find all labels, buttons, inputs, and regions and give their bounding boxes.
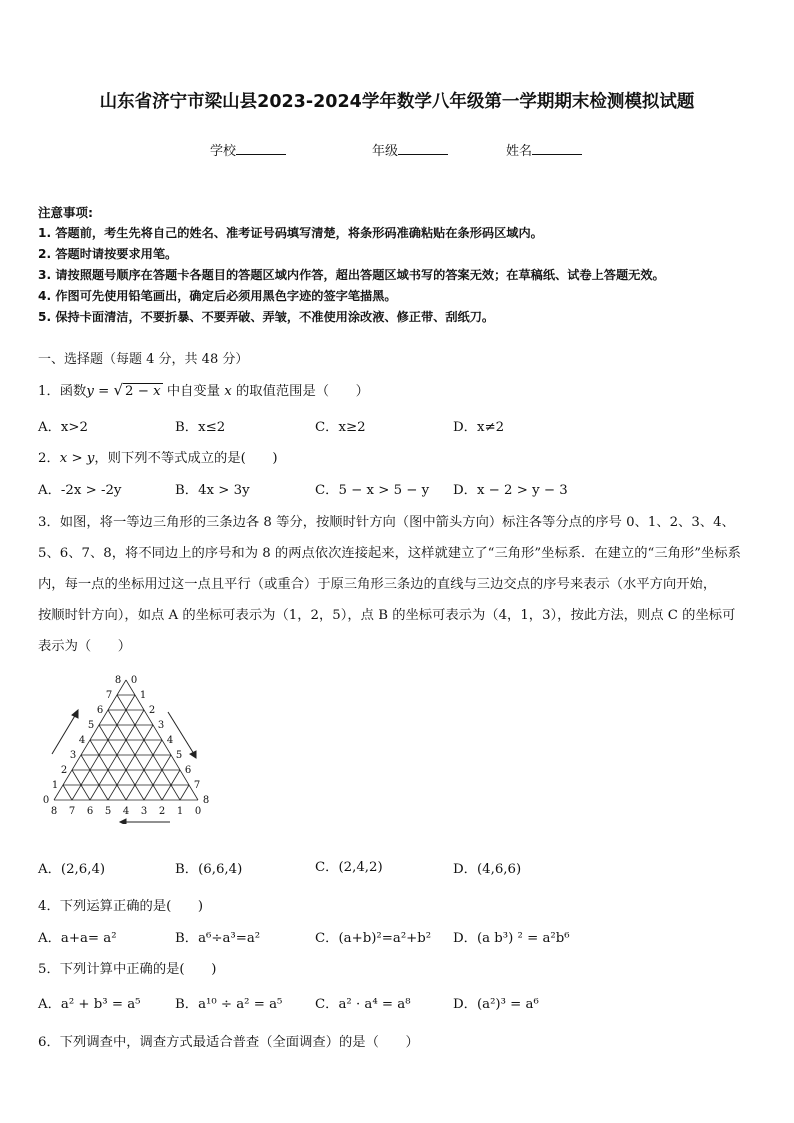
q5-option-c[interactable]: C．a² · a⁴ = a⁸ [315, 997, 411, 1012]
figure-tick-label: 3 [157, 720, 165, 731]
figure-tick-label: 7 [68, 806, 76, 817]
figure-tick-label: 4 [122, 806, 130, 817]
grid-line [69, 695, 135, 800]
note-item: 4. 作图可先使用铅笔画出，确定后必须用黑色字迹的签字笔描黑。 [38, 289, 397, 303]
figure-tick-label: 6 [86, 806, 94, 817]
q1-option-b[interactable]: B．x≤2 [175, 420, 226, 435]
grade-label: 年级 [372, 144, 399, 159]
figure-tick-label: 6 [184, 765, 192, 776]
school-field [210, 140, 286, 159]
q3-line-2: 5、6、7、8，将不同边上的序号和为 8 的两点依次连接起来，这样就建立了“三角形”坐标系．在建立的“三角形”坐标系 [38, 546, 741, 561]
figure-tick-label: 1 [51, 780, 59, 791]
q1-stem-end: 的取值范围是（ ） [236, 384, 369, 399]
figure-tick-label: 0 [42, 795, 50, 806]
q3-option-b[interactable]: B．(6,6,4) [175, 862, 243, 877]
note-item: 3. 请按照题号顺序在答题卡各题目的答题区域内作答，超出答题区域书写的答案无效；在草稿纸、试卷上答题无效。 [38, 268, 665, 282]
arrow-right-head-icon [190, 751, 196, 758]
question-5-stem: 5．下列计算中正确的是( ) [38, 962, 217, 977]
figure-tick-label: 4 [166, 735, 174, 746]
name-label: 姓名 [506, 144, 533, 159]
figure-tick-label: 2 [148, 705, 156, 716]
q3-option-d[interactable]: D．(4,6,6) [453, 862, 522, 877]
q2-num: 2． [38, 451, 60, 466]
question-6-stem: 6．下列调查中，调查方式最适合普查（全面调查）的是（ ） [38, 1035, 419, 1050]
q1-option-a[interactable]: A．x>2 [38, 420, 88, 435]
figure-tick-label: 8 [114, 675, 122, 686]
figure-tick-label: 3 [140, 806, 148, 817]
figure-tick-label: 2 [60, 765, 68, 776]
grade-blank [398, 144, 448, 155]
figure-tick-label: 6 [96, 705, 104, 716]
q1-option-c[interactable]: C．x≥2 [315, 420, 366, 435]
grid-line [63, 785, 72, 800]
q3-option-c[interactable]: C．(2,4,2) [315, 860, 383, 875]
q3-line-4: 按顺时针方向），如点 A 的坐标可表示为（1，2，5），点 B 的坐标可表示为（4，1，3），按此方法，则点 C 的坐标可 [38, 608, 736, 623]
page-title: 山东省济宁市梁山县2023-2024学年数学八年级第一学期期末检测模拟试题 [99, 92, 695, 112]
q5-option-a[interactable]: A．a² + b³ = a⁵ [38, 997, 141, 1012]
arrow-left-head-icon [72, 710, 78, 718]
question-1-stem: 1．函数y = √ 2 − x 中自变量 x 的取值范围是（ ） [38, 381, 369, 399]
name-blank [532, 144, 582, 155]
arrow-bottom-head-icon [120, 819, 126, 824]
figure-tick-label: 5 [87, 720, 95, 731]
note-item: 5. 保持卡面清洁，不要折暴、不要弄破、弄皱，不准使用涂改液、修正带、刮纸刀。 [38, 310, 495, 324]
figure-tick-label: 0 [130, 675, 138, 686]
q3-line-3: 内，每一点的坐标用过这一点且平行（或重合）于原三角形三条边的直线与三边交点的序号来表示（水平方向开始， [38, 577, 717, 592]
grade-field [372, 140, 448, 159]
figure-tick-label: 5 [175, 750, 183, 761]
note-item: 2. 答题时请按要求用笔。 [38, 247, 178, 261]
figure-tick-label: 7 [105, 690, 113, 701]
figure-tick-label: 0 [194, 806, 202, 817]
name-field [506, 140, 582, 159]
figure-tick-label: 1 [139, 690, 147, 701]
q3-line-1: 3．如图，将一等边三角形的三条边各 8 等分，按顺时针方向（图中箭头方向）标注各等分点的序号 0、1、2、3、4、 [38, 515, 735, 530]
q4-option-d[interactable]: D．(a b³) ² = a²b⁶ [453, 931, 570, 946]
figure-tick-label: 4 [78, 735, 86, 746]
q2-option-b[interactable]: B．4x > 3y [175, 483, 250, 498]
q4-option-b[interactable]: B．a⁶÷a³=a² [175, 931, 261, 946]
figure-tick-label: 7 [193, 780, 201, 791]
figure-tick-label: 8 [202, 795, 210, 806]
figure-tick-label: 3 [69, 750, 77, 761]
figure-tick-label: 5 [104, 806, 112, 817]
grid-line [180, 785, 189, 800]
note-item: 1. 答题前，考生先将自己的姓名、准考证号码填写清楚，将条形码准确粘贴在条形码区域内。 [38, 226, 543, 240]
q4-option-a[interactable]: A．a+a= a² [38, 931, 117, 946]
q1-option-d[interactable]: D．x≠2 [453, 420, 505, 435]
q2-option-a[interactable]: A．-2x > -2y [38, 483, 122, 498]
q2-option-c[interactable]: C．5 − x > 5 − y [315, 483, 430, 498]
arrow-left-icon [52, 714, 76, 754]
q1-stem-post: 中自变量 [166, 384, 221, 399]
figure-tick-label: 1 [176, 806, 184, 817]
question-4-stem: 4．下列运算正确的是( ) [38, 899, 204, 914]
figure-tick-label: 8 [50, 806, 58, 817]
q2-option-d[interactable]: D．x − 2 > y − 3 [453, 483, 568, 498]
school-label: 学校 [210, 144, 237, 159]
grid-line [99, 725, 144, 800]
school-blank [236, 144, 286, 155]
q3-option-a[interactable]: A．(2,6,4) [38, 862, 106, 877]
q2-stem-post: ，则下列不等式成立的是( ) [94, 451, 278, 466]
question-2-stem: 2．x > y，则下列不等式成立的是( ) [38, 451, 278, 466]
q3-line-5: 表示为（ ） [38, 639, 132, 654]
q4-option-c[interactable]: C．(a+b)²=a²+b² [315, 931, 432, 946]
section-heading: 一、选择题（每题 4 分，共 48 分） [38, 352, 249, 367]
grid-line [108, 725, 153, 800]
q5-option-d[interactable]: D．(a²)³ = a⁶ [453, 997, 539, 1012]
triangle-coordinate-figure [40, 672, 220, 824]
figure-tick-label: 2 [158, 806, 166, 817]
notes-title: 注意事项: [38, 205, 93, 220]
q5-option-b[interactable]: B．a¹⁰ ÷ a² = a⁵ [175, 997, 283, 1012]
q1-stem-pre: 1．函数 [38, 384, 87, 399]
arrow-right-icon [168, 712, 194, 754]
